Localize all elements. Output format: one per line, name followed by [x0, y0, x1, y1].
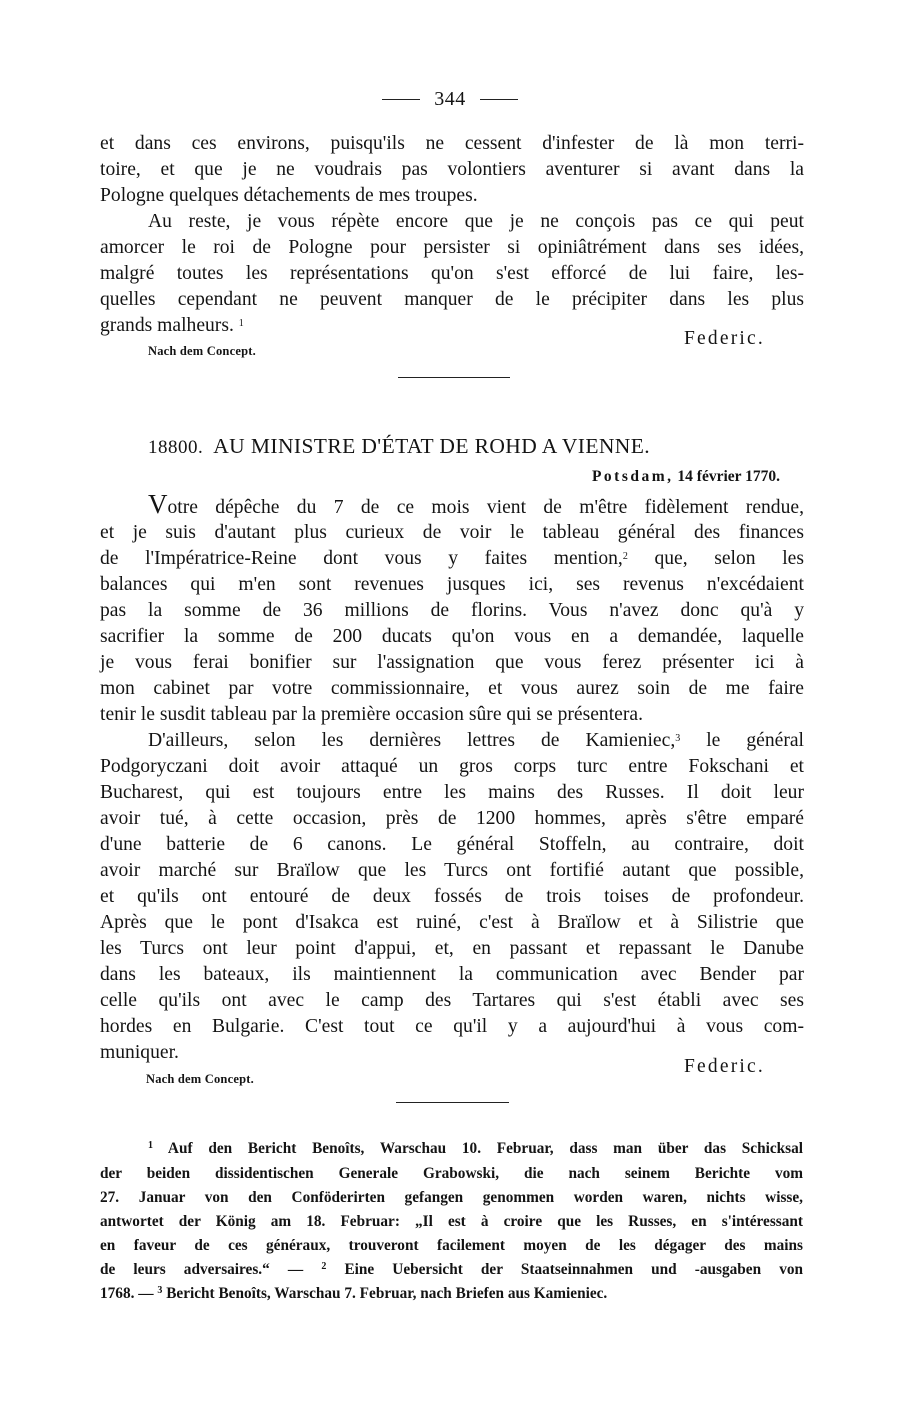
footnote-marker: 2	[622, 551, 628, 562]
letter2-line: tenir le susdit tableau par la première occasion sûre qui se présentera.	[100, 704, 643, 725]
letter2-line: je vous ferai bonifier sur l'assignation que vous ferez présenter ici à	[100, 652, 804, 673]
page-number: 344	[434, 88, 466, 110]
date-place: Potsdam,	[591, 468, 674, 485]
letter-number: 18800.	[148, 437, 204, 458]
letter1-line: quelles cependant ne peuvent manquer de le précipiter dans les plus	[100, 289, 804, 310]
footnote-text: Auf den Bericht Benoîts, Warschau 10. Februar, dass man über das Schicksal	[167, 1140, 803, 1157]
letter2-line: avoir tué, à cette occasion, près de 1200 hommes, après s'être emparé	[100, 808, 804, 829]
letter2-line: et qu'ils ont entouré de deux fossés de trois toises de profondeur.	[100, 886, 804, 907]
footnote-text: Eine Uebersicht der Staatseinnahmen und -ausgaben von	[344, 1261, 804, 1278]
footnote-line	[148, 1139, 803, 1159]
letter2-line: hordes en Bulgarie. C'est tout ce qu'il y a aujourd'hui à vous com-	[100, 1016, 804, 1037]
letter1-line: toire, et que je ne voudrais pas volontiers aventurer si avant dans la	[100, 159, 804, 180]
letter1-line: amorcer le roi de Pologne pour persister si opiniâtrément dans ses idées,	[100, 237, 804, 258]
letter2-line: balances qui m'en sont revenues jusques ici, ses revenus n'excédaient	[100, 574, 804, 595]
footnote-number: 1	[148, 1140, 153, 1151]
letter2-dateline	[592, 468, 780, 486]
letter-title: AU MINISTRE D'ÉTAT DE ROHD A VIENNE.	[213, 434, 651, 458]
footnote-text: Bericht Benoîts, Warschau 7. Februar, nach Briefen aus Kamieniec.	[166, 1285, 608, 1302]
letter2-line-text: le général	[706, 730, 804, 751]
letter2-line	[100, 546, 804, 572]
footnote-line	[100, 1260, 803, 1280]
letter1-line: Pologne quelques détachements de mes troupes.	[100, 185, 478, 206]
letter1-line: malgré toutes les représentations qu'on s'est efforcé de lui faire, les-	[100, 263, 804, 284]
letter2-line: Après que le pont d'Isakca est ruiné, c'est à Braïlow et à Silistrie que	[100, 912, 804, 933]
footnote-marker: 3	[675, 733, 681, 744]
letter2-line: mon cabinet par votre commissionnaire, et vous aurez soin de me faire	[100, 678, 804, 699]
letter2-heading	[148, 434, 650, 459]
letter2-signature: Federic.	[684, 1056, 765, 1077]
letter2-line-text: que, selon les	[654, 548, 804, 569]
letter1-line-text: grands malheurs.	[100, 315, 234, 336]
letter2-line: muniquer.	[100, 1042, 179, 1063]
footnote-number: 2	[321, 1261, 327, 1272]
letter1-signature: Federic.	[684, 328, 765, 349]
letter2-line: Podgoryczani doit avoir attaqué un gros corps turc entre Fokschani et	[100, 756, 804, 777]
date-value: 14 février 1770.	[677, 468, 780, 485]
letter2-first-line	[148, 489, 804, 521]
header-dash-right	[480, 99, 518, 100]
letter2-line: d'une batterie de 6 canons. Le général Stoffeln, au contraire, doit	[100, 834, 804, 855]
footnote-line: en faveur de ces généraux, trouveront facilement moyen de les dégager des mains	[100, 1237, 803, 1254]
footnote-text: de leurs adversaires.“ —	[100, 1261, 304, 1278]
letter1-line: Au reste, je vous répète encore que je ne conçois pas ce qui peut	[148, 211, 804, 232]
letter2-line	[148, 728, 804, 754]
letter2-line: celle qu'ils ont avec le camp des Tartares qui s'est établi avec ses	[100, 990, 804, 1011]
header-dash-left	[382, 99, 420, 100]
letter2-line: Bucharest, qui est toujours entre les mains des Russes. Il doit leur	[100, 782, 804, 803]
footnote-line	[100, 1284, 803, 1304]
separator-rule	[398, 377, 510, 378]
letter1-line: et dans ces environs, puisqu'ils ne cessent d'infester de là mon terri-	[100, 133, 804, 154]
page-header	[0, 88, 900, 111]
letter2-line: sacrifier la somme de 200 ducats qu'on vous en a demandée, laquelle	[100, 626, 804, 647]
letter1-source: Nach dem Concept.	[148, 344, 256, 358]
footnote-line: antwortet der König am 18. Februar: „Il est à croire que les Russes, en s'intéressant	[100, 1213, 803, 1230]
letter2-line: avoir marché sur Braïlow que les Turcs ont fortifié autant que possible,	[100, 860, 804, 881]
footnote-number: 3	[157, 1285, 163, 1296]
separator-rule	[396, 1102, 509, 1103]
footnote-text: 1768. —	[100, 1285, 154, 1302]
letter2-line: dans les bateaux, ils maintiennent la communication avec Bender par	[100, 964, 804, 985]
footnote-marker: 1	[238, 318, 244, 329]
letter2-source: Nach dem Concept.	[146, 1072, 254, 1086]
footnote-line: 27. Januar von den Conföderirten gefangen genommen worden waren, nichts wisse,	[100, 1189, 803, 1206]
letter2-line-text: de l'Impératrice-Reine dont vous y faites mention,	[100, 548, 623, 569]
initial-capital: V	[148, 489, 168, 519]
letter2-line-text: D'ailleurs, selon les dernières lettres de Kamieniec,	[148, 730, 676, 751]
letter2-line: les Turcs ont leur point d'appui, et, en passant et repassant le Danube	[100, 938, 804, 959]
letter2-line: et je suis d'autant plus curieux de voir le tableau général des finances	[100, 522, 804, 543]
letter2-line: pas la somme de 36 millions de florins. Vous n'avez donc qu'à y	[100, 600, 804, 621]
letter2-line-text: otre dépêche du 7 de ce mois vient de m'être fidèlement rendue,	[167, 497, 804, 518]
footnote-line: der beiden dissidentischen Generale Grabowski, die nach seinem Berichte vom	[100, 1165, 803, 1182]
